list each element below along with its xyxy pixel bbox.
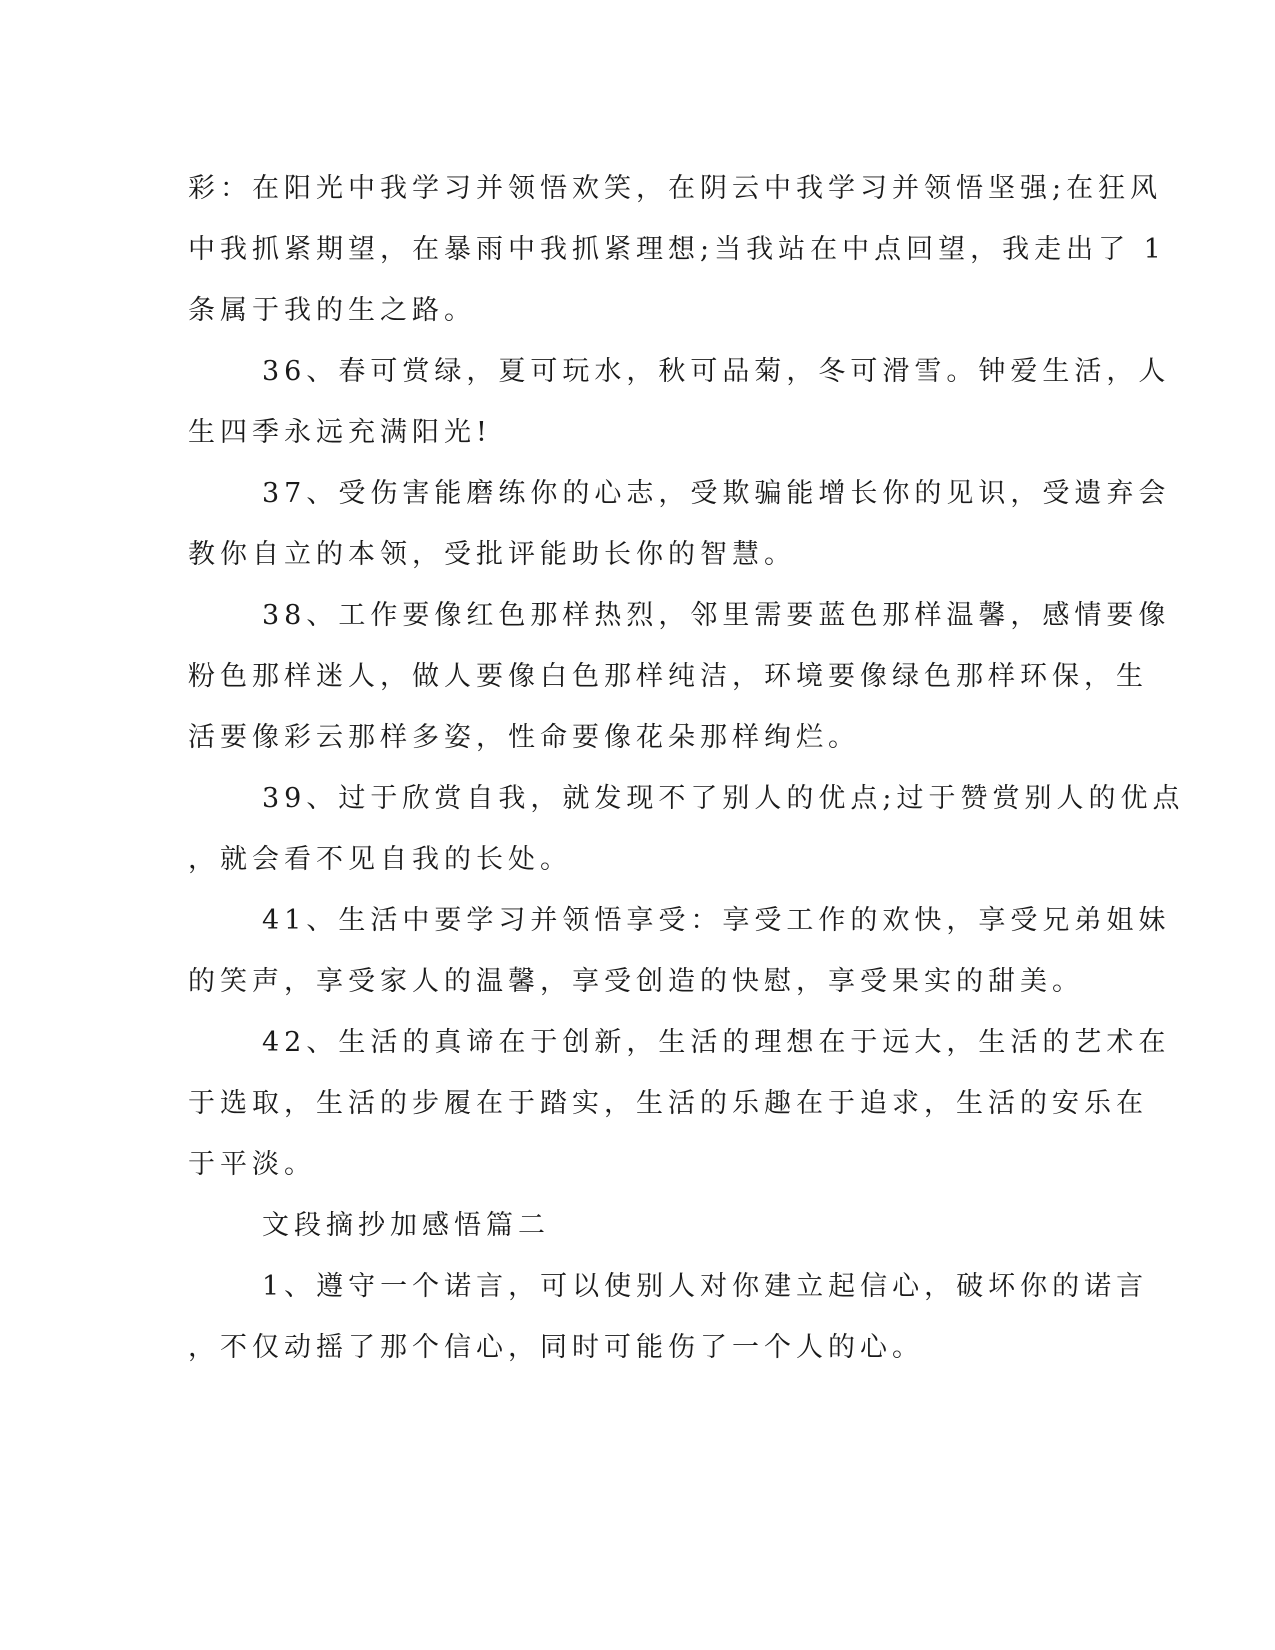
paragraph-36 [188,341,1171,463]
text-line: ，不仅动摇了那个信心，同时可能伤了一个人的心。 [188,1332,924,1363]
paragraph-41 [188,890,1171,1012]
text-line: 1、遵守一个诺言，可以使别人对你建立起信心，破坏你的诺言 [262,1271,1149,1302]
text-line: 36、春可赏绿，夏可玩水，秋可品菊，冬可滑雪。钟爱生活，人 [262,356,1171,387]
text-line: 39、过于欣赏自我，就发现不了别人的优点;过于赞赏别人的优点 [262,783,1185,814]
text-line: 37、受伤害能磨练你的心志，受欺骗能增长你的见识，受遗弃会 [262,478,1171,509]
text-line: 生四季永远充满阳光! [188,417,492,448]
paragraph-1 [188,1256,1149,1378]
text-line: 的笑声，享受家人的温馨，享受创造的快慰，享受果实的甜美。 [188,966,1084,997]
text-line: 42、生活的真谛在于创新，生活的理想在于远大，生活的艺术在 [262,1027,1171,1058]
section-title: 文段摘抄加感悟篇二 [262,1210,550,1241]
text-line: 于选取，生活的步履在于踏实，生活的乐趣在于追求，生活的安乐在 [188,1088,1148,1119]
paragraph-continuation [188,158,1166,341]
text-line: 41、生活中要学习并领悟享受：享受工作的欢快，享受兄弟姐妹 [262,905,1171,936]
text-line: 条属于我的生之路。 [188,295,476,326]
section-heading [188,1195,1088,1256]
text-line: 教你自立的本领，受批评能助长你的智慧。 [188,539,796,570]
text-line: 粉色那样迷人，做人要像白色那样纯洁，环境要像绿色那样环保，生 [188,661,1148,692]
paragraph-37 [188,463,1171,585]
paragraph-38 [188,585,1171,768]
text-line: 38、工作要像红色那样热烈，邻里需要蓝色那样温馨，感情要像 [262,600,1171,631]
text-line: 中我抓紧期望，在暴雨中我抓紧理想;当我站在中点回望，我走出了 1 [188,234,1166,265]
paragraph-39 [188,768,1185,890]
text-line: 活要像彩云那样多姿，性命要像花朵那样绚烂。 [188,722,860,753]
text-line: 于平淡。 [188,1149,316,1180]
document-body [188,158,1185,1378]
text-line: 彩：在阳光中我学习并领悟欢笑，在阴云中我学习并领悟坚强;在狂风 [188,173,1163,204]
paragraph-42 [188,1012,1171,1195]
text-line: ，就会看不见自我的长处。 [188,844,572,875]
